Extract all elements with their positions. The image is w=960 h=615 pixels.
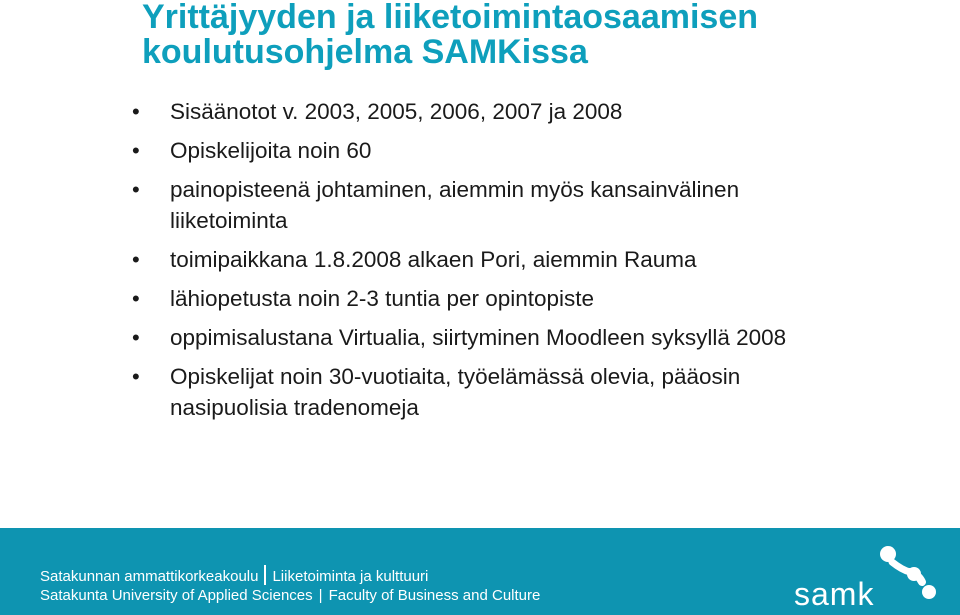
bullet-item	[132, 283, 852, 314]
bullet-item	[132, 135, 852, 166]
footer-line-english	[40, 587, 540, 604]
slide-title-line1: Yrittäjyyden ja liiketoimintaosaamisen	[142, 0, 759, 36]
footer-school-en: Satakunta University of Applied Sciences	[40, 587, 313, 604]
bullet-dot-icon: •	[132, 138, 140, 163]
footer-line-finnish	[40, 565, 428, 585]
bullet-dot-icon: •	[132, 364, 140, 389]
bullet-text: toimipaikkana 1.8.2008 alkaen Pori, aiemmin Rauma	[170, 247, 697, 272]
bullet-text: Opiskelijoita noin 60	[170, 138, 372, 163]
bullet-text: oppimisalustana Virtualia, siirtyminen Moodleen syksyllä 2008	[170, 325, 787, 350]
bullet-text: Sisäänotot v. 2003, 2005, 2006, 2007 ja 2008	[170, 99, 623, 124]
bullet-dot-icon: •	[132, 177, 140, 202]
bullet-text: Opiskelijat noin 30-vuotiaita, työelämässä olevia, pääosin nasipuolisia tradenomeja	[170, 364, 741, 420]
bullet-item	[132, 361, 852, 423]
footer-school-fi: Satakunnan ammattikorkeakoulu	[40, 568, 259, 585]
bullet-item	[132, 244, 852, 275]
bullet-text: painopisteenä johtaminen, aiemmin myös kansainvälinen liiketoiminta	[170, 177, 740, 233]
footer-bar	[0, 528, 960, 615]
footer-separator: |	[318, 587, 323, 604]
bullet-dot-icon: •	[132, 325, 140, 350]
bullet-dot-icon: •	[132, 99, 140, 124]
footer-faculty-fi: Liiketoiminta ja kulttuuri	[272, 568, 429, 585]
footer-faculty-en: Faculty of Business and Culture	[328, 587, 541, 604]
slide-title-line2: koulutusohjelma SAMKissa	[142, 33, 588, 71]
slide-title	[142, 0, 942, 70]
bullet-item	[132, 174, 852, 236]
bullet-item	[132, 96, 852, 127]
bullet-list	[132, 96, 852, 431]
bullet-text: lähiopetusta noin 2-3 tuntia per opintopiste	[170, 286, 595, 311]
samk-logo-text: samk	[794, 576, 875, 612]
bullet-item	[132, 322, 852, 353]
bullet-dot-icon: •	[132, 286, 140, 311]
footer-divider	[264, 565, 266, 585]
bullet-dot-icon: •	[132, 247, 140, 272]
